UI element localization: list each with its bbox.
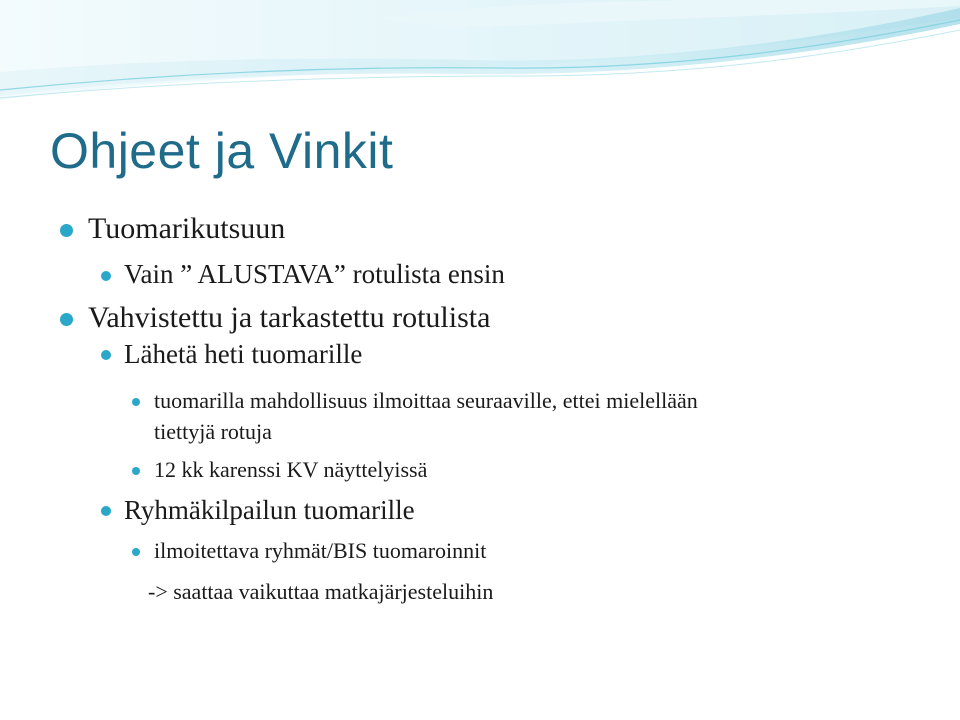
bullet-dot-icon [101, 350, 111, 360]
bullet-item: Vahvistettu ja tarkastettu rotulista [88, 301, 491, 334]
bullet-item-continuation: tiettyjä rotuja [154, 419, 272, 444]
bullet-item: Vain ” ALUSTAVA” rotulista ensin [124, 259, 505, 289]
bullet-dot-icon [132, 467, 140, 475]
bullet-dot-icon [101, 506, 111, 516]
bullet-item: Lähetä heti tuomarille [124, 339, 363, 369]
bullet-item-continuation: -> saattaa vaikuttaa matkajärjesteluihin [148, 579, 494, 604]
bullet-dot-icon [132, 398, 140, 406]
slide-title: Ohjeet ja Vinkit [50, 123, 394, 179]
bullet-dot-icon [132, 548, 140, 556]
bullet-item: Ryhmäkilpailun tuomarille [124, 495, 415, 525]
bullet-item: 12 kk karenssi KV näyttelyissä [154, 457, 428, 482]
bullet-dot-icon [101, 271, 111, 281]
bullet-dot-icon [60, 313, 73, 326]
bullet-item: tuomarilla mahdollisuus ilmoittaa seuraaville, ettei mielellään [154, 388, 698, 413]
bullet-item: Tuomarikutsuun [88, 212, 286, 245]
bullet-dot-icon [60, 224, 73, 237]
bullet-item: ilmoitettava ryhmät/BIS tuomaroinnit [154, 538, 487, 563]
